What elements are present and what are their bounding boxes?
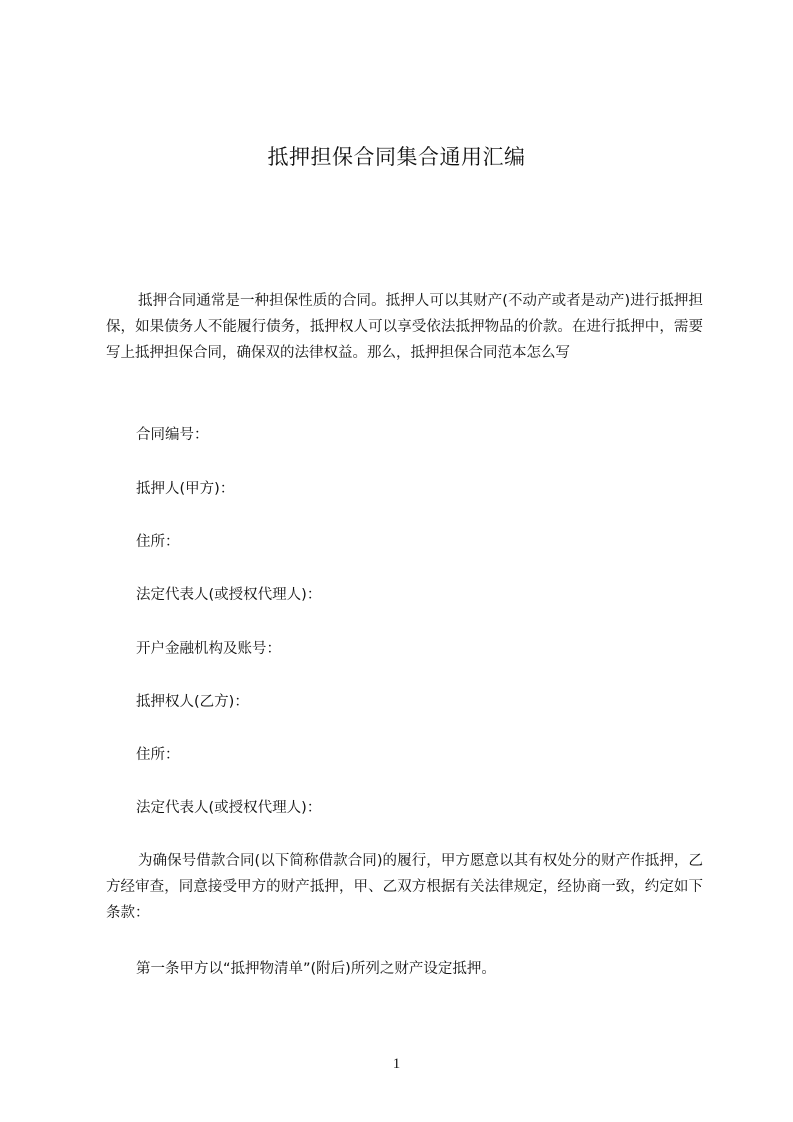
document-title: 抵押担保合同集合通用汇编 xyxy=(267,145,526,169)
purpose-paragraph: 为确保号借款合同(以下简称借款合同)的履行，甲方愿意以其有权处分的财产作抵押，乙方经审查，同意接受甲方的财产抵押，甲、乙双方根据有关法律规定，经协商一致，约定如下条款： xyxy=(106,853,703,921)
intro-paragraph: 抵押合同通常是一种担保性质的合同。抵押人可以其财产(不动产或者是动产)进行抵押担保，如果债务人不能履行债务，抵押权人可以享受依法抵押物品的价款。在进行抵押中，需要写上抵押担保合同，确保双的法律权益。那么，抵押担保合同范本怎么写 xyxy=(106,293,703,361)
mortgagee-representative-field: 法定代表人(或授权代理人)： xyxy=(136,800,322,816)
mortgagor-representative-field: 法定代表人(或授权代理人)： xyxy=(136,587,322,603)
page-number: 1 xyxy=(392,1056,401,1072)
mortgagor-field: 抵押人(甲方)： xyxy=(136,481,235,497)
mortgagor-address-field: 住所： xyxy=(136,534,180,550)
mortgagee-address-field: 住所： xyxy=(136,747,180,763)
bank-account-field: 开户金融机构及账号： xyxy=(136,641,281,657)
mortgagee-field: 抵押权人(乙方)： xyxy=(136,694,249,710)
article-one: 第一条甲方以“抵押物清单”(附后)所列之财产设定抵押。 xyxy=(136,961,496,977)
contract-number-field: 合同编号： xyxy=(136,427,209,443)
